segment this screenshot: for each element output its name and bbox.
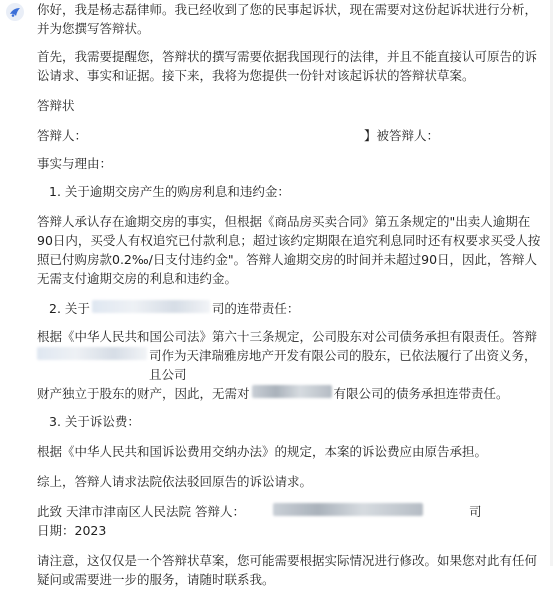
item-2-title (37, 299, 545, 318)
item-2-prefix: 2. 关于 (49, 301, 90, 316)
closing-text: 此致 天津市津南区人民法院 答辩人： (37, 504, 245, 519)
facts-heading: 事实与理由： (37, 156, 113, 171)
item-3-title: 3. 关于诉讼费： (49, 414, 140, 429)
scrollbar[interactable] (550, 0, 553, 566)
intro-paragraph: 你好，我是杨志磊律师。我已经收到了您的民事起诉状，现在需要对这份起诉状进行分析，并为您撰写答辩状。 (37, 2, 538, 36)
item-2-line-3b: 有限公司的债务承担连带责任。 (333, 386, 509, 401)
item-2-line-3a: 财产独立于股东的财产，因此，无需对 (37, 386, 250, 401)
parties-line (37, 126, 545, 145)
redacted-company-name-2 (252, 385, 332, 398)
respondent-label: 答辩人： (37, 128, 88, 143)
date-line: 日期：2023 (37, 523, 107, 538)
document-title: 答辩状 (37, 98, 75, 113)
item-1-body: 答辩人承认存在逾期交房的事实，但根据《商品房买卖合同》第五条规定的"出卖人逾期在90日内，买受人有权追究已付款利息；超过该约定期限在追究利息同时还有权要求买受人按照已付购房款0.2‰/日支付违约金"。答辩人逾期交房的时间并未超过90日，因此，答辩人无需支付逾期交房的利息和违约金。 (37, 214, 541, 286)
footer-note: 请注意，这仅仅是一个答辩状草案，您可能需要根据实际情况进行修改。如果您对此有任何疑问或需要进一步的服务，请随时联系我。 (37, 553, 538, 587)
item-2-suffix: 司的连带责任： (211, 301, 300, 316)
appellee-label: 】被答辩人： (364, 128, 440, 143)
closing-line (37, 502, 545, 521)
closing-tail: 司 (468, 504, 482, 519)
redacted-company-name (92, 300, 210, 313)
item-2-body (37, 327, 545, 403)
item-2-line-2: 司作为天津瑞雅房地产开发有限公司的股东，已依法履行了出资义务，且公司 (148, 348, 537, 382)
assistant-avatar (6, 3, 24, 21)
assistant-logo-icon (8, 5, 22, 19)
item-1-title: 1. 关于逾期交房产生的购房利息和违约金： (49, 184, 290, 199)
redacted-text (37, 347, 147, 360)
item-3-body: 根据《中华人民共和国诉讼费用交纳办法》的规定，本案的诉讼费应由原告承担。 (37, 444, 488, 459)
assistant-message (37, 0, 545, 589)
notice-paragraph: 首先，我需要提醒您，答辩状的撰写需要依据我国现行的法律，并且不能直接认可原告的诉讼请求、事实和证据。接下来，我将为您提供一份针对该起诉状的答辩状草案。 (37, 49, 538, 83)
redacted-signature (273, 503, 423, 516)
summary-paragraph: 综上，答辩人请求法院依法驳回原告的诉讼请求。 (37, 474, 313, 489)
item-2-line-1: 根据《中华人民共和国公司法》第六十三条规定，公司股东对公司债务承担有限责任。答辩 (37, 329, 538, 344)
